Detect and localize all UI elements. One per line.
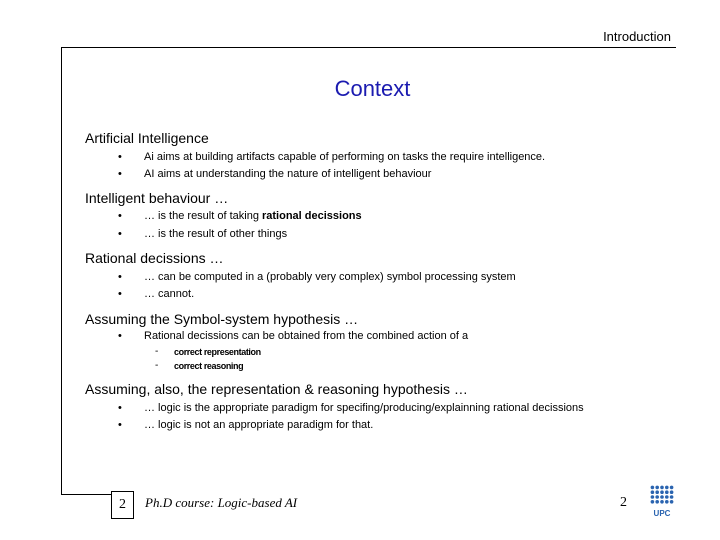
logo-dot: [660, 490, 664, 494]
logo-dot: [670, 495, 674, 499]
bullet-marker: •: [118, 210, 122, 222]
logo-dot: [660, 486, 664, 490]
sub-item-text: correct representation: [174, 347, 261, 357]
upc-logo-text: UPC: [653, 509, 671, 517]
logo-dot: [655, 495, 659, 499]
dash-marker: -: [155, 360, 159, 371]
logo-dot: [665, 486, 669, 490]
heading-rational-decissions: Rational decissions …: [85, 250, 224, 266]
footer-course-title: Ph.D course: Logic-based AI: [145, 495, 298, 510]
bullet-marker: •: [118, 419, 122, 431]
logo-dot: [655, 486, 659, 490]
logo-dot: [655, 500, 659, 504]
bullet-text: Rational decissions can be obtained from the combined action of a: [144, 330, 469, 342]
logo-dot: [651, 500, 655, 504]
logo-dot: [655, 490, 659, 494]
logo-dot: [670, 500, 674, 504]
logo-dot: [665, 500, 669, 504]
logo-dot: [665, 495, 669, 499]
bullet-text-prefix: … is the result of taking: [144, 210, 262, 222]
bullet-marker: •: [118, 228, 122, 240]
bullet-marker: •: [118, 151, 122, 163]
sub-item-text: correct reasoning: [174, 361, 244, 371]
heading-representation-reasoning-hypothesis: Assuming, also, the representation & reasoning hypothesis …: [85, 381, 468, 397]
slide-title: Context: [334, 76, 411, 101]
bullet-text: … logic is the appropriate paradigm for specifing/producing/explainning rational decissions: [144, 402, 584, 414]
page-number-box: 2: [111, 491, 134, 519]
bullet-text: Ai aims at building artifacts capable of performing on tasks the require intelligence.: [144, 151, 546, 163]
bullet-text: … is the result of other things: [144, 228, 288, 240]
logo-dot: [670, 490, 674, 494]
bullet-marker: •: [118, 271, 122, 283]
frame-left-rule: [61, 47, 62, 495]
heading-artificial-intelligence: Artificial Intelligence: [85, 130, 209, 146]
bullet-text: AI aims at understanding the nature of intelligent behaviour: [144, 168, 432, 180]
bullet-marker: •: [118, 330, 122, 342]
dash-marker: -: [155, 346, 159, 357]
logo-dot: [651, 486, 655, 490]
frame-top-rule: [61, 47, 676, 48]
logo-dot: [670, 486, 674, 490]
logo-dot: [665, 490, 669, 494]
bullet-text: [144, 210, 362, 222]
header-section-label: Introduction: [603, 29, 671, 44]
page-number: 2: [620, 495, 627, 510]
bullet-text: … can be computed in a (probably very complex) symbol processing system: [144, 271, 516, 283]
bullet-marker: •: [118, 288, 122, 300]
logo-dot: [660, 495, 664, 499]
bullet-text-emphasis: rational decissions: [262, 210, 362, 222]
frame-bottom-rule: [61, 494, 112, 495]
logo-dot: [651, 495, 655, 499]
bullet-marker: •: [118, 168, 122, 180]
upc-logo-icon: [650, 485, 674, 517]
logo-dot: [651, 490, 655, 494]
bullet-text: … cannot.: [144, 288, 195, 300]
bullet-marker: •: [118, 402, 122, 414]
heading-intelligent-behaviour: Intelligent behaviour …: [85, 190, 229, 206]
heading-symbol-system-hypothesis: Assuming the Symbol-system hypothesis …: [85, 311, 359, 327]
logo-dot: [660, 500, 664, 504]
bullet-text: … logic is not an appropriate paradigm for that.: [144, 419, 374, 431]
